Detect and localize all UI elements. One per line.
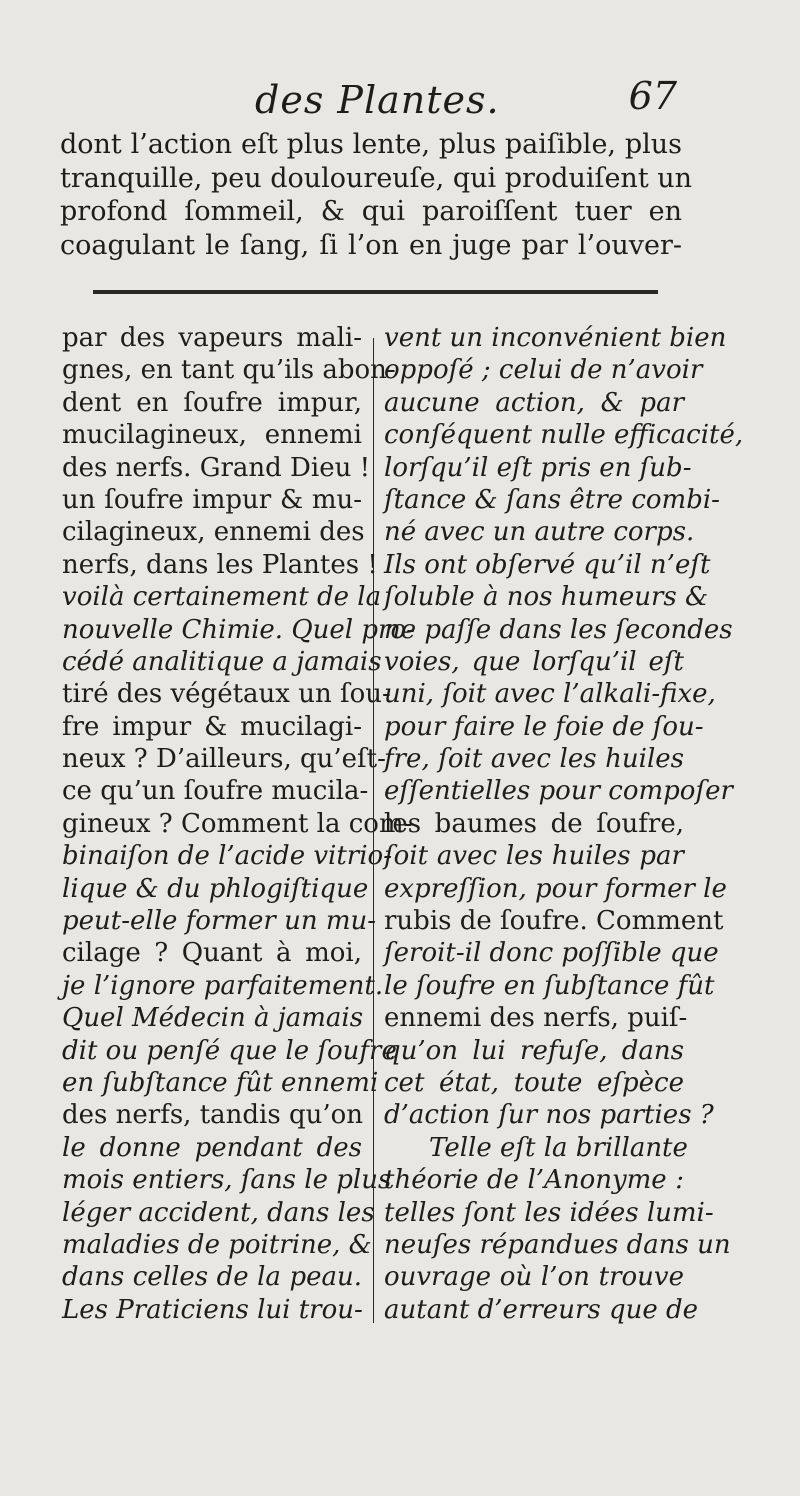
text-line: dit ou penſé que le ſoufre (62, 1035, 397, 1066)
text-line: gineux ? Comment la com- (62, 808, 413, 839)
text-line: aucune action, & par (384, 387, 684, 418)
text-line: Les Praticiens lui trou- (62, 1294, 363, 1325)
text-line: tiré des végétaux un ſou- (62, 679, 391, 710)
text-line: je l’ignore parfaitement. (62, 970, 384, 1001)
text-line: fre, ſoit avec les huiles (384, 744, 684, 775)
text-line: lique & du phlogiſtique (62, 873, 369, 904)
text-line: dent en ſoufre impur, (62, 387, 362, 418)
text-line: dont l’action eſt plus lente, plus paiſible, plus (60, 129, 682, 160)
text-line: ſoluble à nos humeurs & (384, 582, 709, 613)
text-line: conſéquent nulle efficacité, (384, 420, 744, 451)
text-line: cet état, toute eſpèce (384, 1067, 684, 1098)
text-line: expreſſion, pour former le (384, 873, 727, 904)
text-line: ſtance & ſans être combi- (384, 484, 720, 515)
text-line: ouvrage où l’on trouve (384, 1262, 684, 1293)
text-line: le donne pendant des (62, 1132, 362, 1163)
text-line: Telle eſt la brillante (429, 1132, 688, 1163)
text-line: ce qu’un ſoufre mucila- (62, 776, 369, 807)
text-line: en ſubſtance fût ennemi (62, 1067, 379, 1098)
text-line: neuſes répandues dans un (384, 1229, 731, 1260)
text-line: rubis de ſoufre. Comment (384, 906, 724, 937)
text-line: nouvelle Chimie. Quel pro- (62, 614, 415, 645)
text-line: qu’on lui refuſe, dans (384, 1035, 684, 1066)
text-line: uni, ſoit avec l’alkali-fixe, (384, 679, 716, 710)
text-line: maladies de poitrine, & (62, 1229, 372, 1260)
text-line: peut-elle former un mu- (62, 906, 377, 937)
top-paragraph (60, 128, 693, 262)
text-line: ennemi des nerfs, puiſ- (384, 1003, 688, 1034)
text-line: mucilagineux, ennemi (62, 420, 362, 451)
text-line: ſeroit-il donc poſſible que (384, 938, 719, 969)
text-line: pour faire le foie de ſou- (384, 711, 704, 742)
text-line: cilagineux, ennemi des (62, 517, 365, 548)
text-line: fre impur & mucilagi- (62, 711, 362, 742)
text-line: dans celles de la peau. (62, 1262, 362, 1293)
text-line: mois entiers, ſans le plus (62, 1165, 392, 1196)
text-line: cilage ? Quant à moi, (62, 938, 362, 969)
text-line: eſſentielles pour compoſer (384, 776, 733, 807)
text-line: gnes, en tant qu’ils abon- (62, 355, 396, 386)
text-line: autant d’erreurs que de (384, 1294, 699, 1325)
text-line: les baumes de ſoufre, (384, 808, 684, 839)
text-line: le ſoufre en ſubſtance fût (384, 970, 715, 1001)
text-line: théorie de l’Anonyme : (384, 1165, 684, 1196)
right-column (384, 322, 744, 1326)
text-line: par des vapeurs mali- (62, 323, 362, 353)
text-line: des nerfs, tandis qu’on (62, 1100, 364, 1131)
text-line: né avec un autre corps. (384, 517, 695, 548)
text-line: nerfs, dans les Plantes ! (62, 549, 378, 580)
text-line: voies, que lorſqu’il eſt (384, 646, 684, 677)
page-number: 67 (628, 74, 677, 118)
text-line: profond ſommeil, & qui paroiſſent tuer en (60, 196, 682, 227)
text-line: léger accident, dans les (62, 1197, 375, 1228)
text-line: un ſoufre impur & mu- (62, 484, 362, 515)
column-divider (373, 338, 374, 1323)
text-line: telles ſont les idées lumi- (384, 1197, 714, 1228)
left-column (62, 322, 415, 1326)
text-line: lorſqu’il eſt pris en ſub- (384, 452, 692, 483)
text-line: voilà certainement de la (62, 582, 382, 613)
text-line: oppoſé ; celui de n’avoir (384, 355, 703, 386)
page-header (60, 70, 685, 130)
horizontal-rule (93, 290, 658, 294)
text-line: ſoit avec les huiles par (384, 841, 684, 872)
text-line: Quel Médecin à jamais (62, 1003, 364, 1034)
text-line: vent un inconvénient bien (384, 323, 727, 353)
text-line: neux ? D’ailleurs, qu’eſt- (62, 744, 386, 775)
text-line: tranquille, peu douloureuſe, qui produiſent un (60, 162, 693, 194)
text-line: coagulant le ſang, ſi l’on en juge par l’ouver- (60, 229, 682, 261)
text-line: ne paſſe dans les ſecondes (384, 614, 733, 645)
text-line: binaiſon de l’acide vitrio- (62, 841, 392, 872)
text-line: d’action ſur nos parties ? (384, 1100, 714, 1131)
text-line: des nerfs. Grand Dieu ! (62, 452, 371, 483)
text-line: Ils ont obſervé qu’il n’eſt (384, 549, 711, 580)
running-head: des Plantes. (255, 78, 500, 122)
text-line: cédé analitique a jamais (62, 646, 382, 677)
